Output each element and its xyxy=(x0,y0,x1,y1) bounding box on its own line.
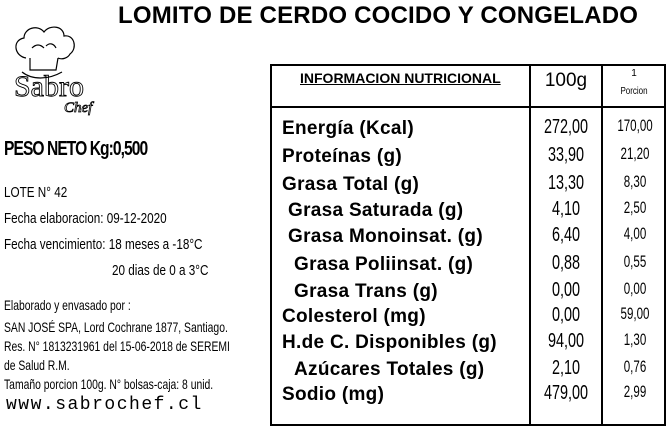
nutrient-label: Grasa Saturada (g) xyxy=(288,200,464,221)
nutrient-value-portion: 1,30 xyxy=(623,330,647,349)
nutrient-value-100g: 94,00 xyxy=(547,330,585,352)
nutrient-label: Azúcares Totales (g) xyxy=(294,359,485,380)
elaborado-line: SAN JOSÉ SPA, Lord Cochrane 1877, Santiago. xyxy=(4,319,228,335)
elaborado-line: Tamaño porcion 100g. N° bolsas-caja: 8 unid. xyxy=(4,376,214,392)
nutrient-label: Colesterol (mg) xyxy=(282,306,426,327)
col-100g-header: 100g xyxy=(544,70,588,91)
nutrient-value-100g: 272,00 xyxy=(543,116,589,138)
product-title: LOMITO DE CERDO COCIDO Y CONGELADO xyxy=(118,2,639,29)
fecha-vencimiento: Fecha vencimiento: 18 meses a -18°C xyxy=(4,236,203,253)
nutrient-value-100g: 0,00 xyxy=(551,304,581,326)
nutrition-header: INFORMACION NUTRICIONAL xyxy=(300,70,501,86)
nutrient-value-portion: 170,00 xyxy=(617,116,653,135)
fecha-elaboracion: Fecha elaboracion: 09-12-2020 xyxy=(4,210,167,227)
nutrient-label: Grasa Monoinsat. (g) xyxy=(288,226,483,247)
nutrient-label: Grasa Trans (g) xyxy=(294,281,438,302)
logo-sub-text: Chef xyxy=(64,100,93,116)
nutrient-value-100g: 33,90 xyxy=(547,144,585,166)
nutrient-value-100g: 0,00 xyxy=(551,279,581,301)
elaborado-line: Elaborado y envasado por : xyxy=(4,297,131,313)
nutrient-value-portion: 2,99 xyxy=(623,382,647,401)
nutrient-value-portion: 0,00 xyxy=(623,279,647,298)
nutrient-value-100g: 479,00 xyxy=(543,382,589,404)
nutrient-value-portion: 59,00 xyxy=(620,304,650,323)
nutrient-value-100g: 0,88 xyxy=(551,252,581,274)
website: www.sabrochef.cl xyxy=(6,395,203,415)
nutrient-value-portion: 0,55 xyxy=(623,252,647,271)
nutrient-value-portion: 4,00 xyxy=(623,224,647,243)
col-portion-label: Porcion xyxy=(620,86,648,97)
nutrient-label: Grasa Poliinsat. (g) xyxy=(294,254,474,275)
elaborado-line: de Salud R.M. xyxy=(4,357,70,373)
elaborado-line: Res. N° 1813231961 del 15-06-2018 de SEREMI xyxy=(4,338,230,354)
fecha-vencimiento-refrigerado: 20 dias de 0 a 3°C xyxy=(112,262,209,279)
nutrient-label: Proteínas (g) xyxy=(282,146,403,167)
nutrition-table xyxy=(270,64,666,426)
peso-neto: PESO NETO Kg:0,500 xyxy=(4,138,148,160)
nutrient-label: Grasa Total (g) xyxy=(282,174,420,195)
nutrient-value-100g: 6,40 xyxy=(551,224,581,246)
logo-brand-text: Sabro xyxy=(14,70,84,103)
nutrient-value-portion: 0,76 xyxy=(623,357,647,376)
nutrient-value-100g: 4,10 xyxy=(551,198,581,220)
lote: LOTE N° 42 xyxy=(4,184,68,201)
col-portion-number: 1 xyxy=(631,68,637,79)
nutrient-value-portion: 8,30 xyxy=(623,172,647,191)
nutrient-value-100g: 2,10 xyxy=(551,357,581,379)
nutrient-value-100g: 13,30 xyxy=(547,172,585,194)
nutrient-label: Sodio (mg) xyxy=(282,384,385,405)
nutrient-value-portion: 21,20 xyxy=(620,144,650,163)
nutrient-label: H.de C. Disponibles (g) xyxy=(282,332,497,353)
nutrient-value-portion: 2,50 xyxy=(623,198,647,217)
nutrient-label: Energía (Kcal) xyxy=(282,118,414,139)
sabrochef-logo xyxy=(4,18,114,118)
